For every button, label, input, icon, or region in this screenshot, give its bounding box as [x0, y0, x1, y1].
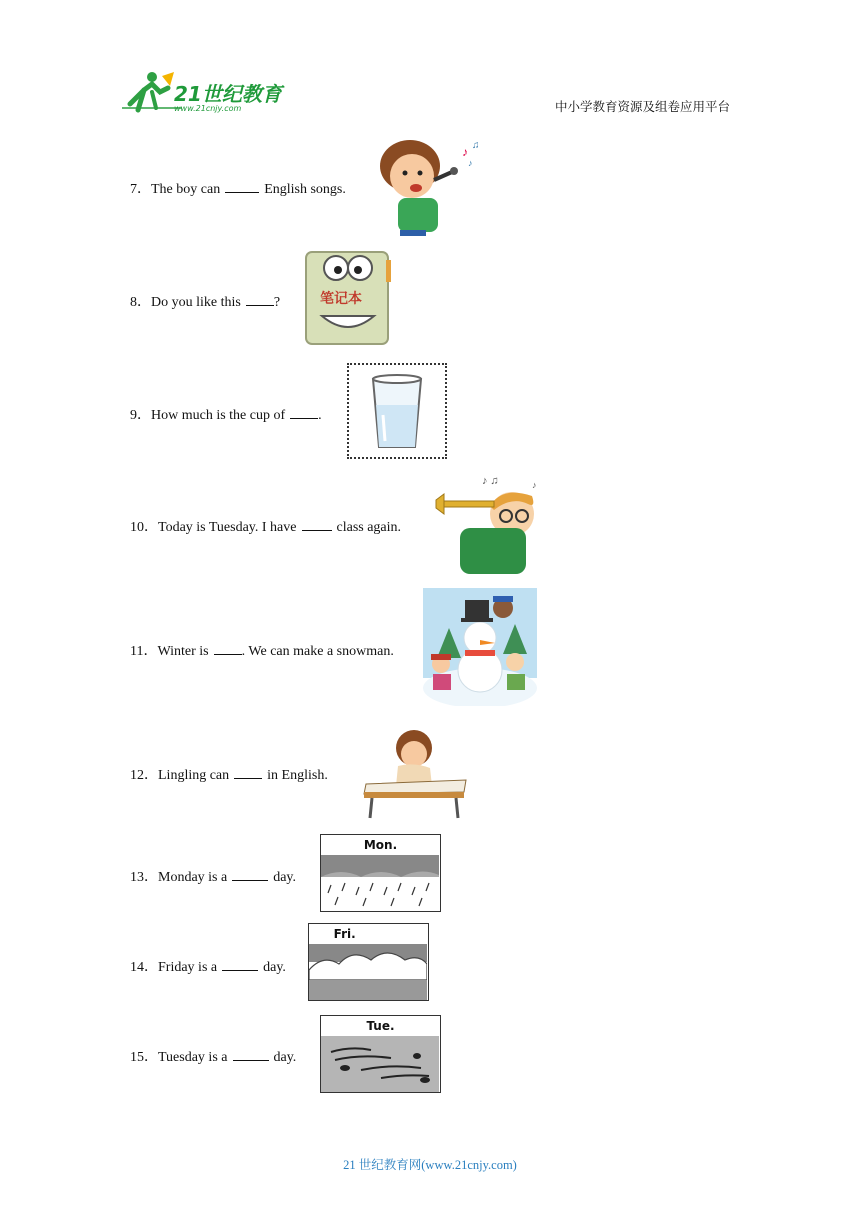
- svg-text:♪: ♪: [468, 158, 473, 168]
- question-text: English songs.: [264, 182, 346, 197]
- question-7: [130, 178, 346, 198]
- question-number: 7．: [130, 182, 151, 197]
- snowman-kids-image: [423, 588, 537, 706]
- glass-of-water-image: [347, 363, 447, 459]
- question-number: 10．: [130, 520, 158, 535]
- wind-weather-image: [320, 1015, 441, 1093]
- question-text: .: [318, 408, 322, 423]
- svg-text:♫: ♫: [472, 140, 480, 151]
- answer-blank[interactable]: [214, 643, 242, 655]
- question-text: Lingling can: [158, 768, 230, 783]
- answer-blank[interactable]: [233, 1049, 269, 1061]
- question-number: 15．: [130, 1050, 158, 1065]
- question-text: Monday is a: [158, 870, 228, 885]
- question-text: Winter is: [157, 644, 209, 659]
- answer-blank[interactable]: [234, 767, 262, 779]
- question-11: [130, 640, 394, 660]
- question-text: Tuesday is a: [158, 1050, 228, 1065]
- question-number: 12．: [130, 768, 158, 783]
- question-text: Friday is a: [158, 960, 218, 975]
- question-8: [130, 291, 280, 311]
- answer-blank[interactable]: [232, 869, 268, 881]
- question-15: [130, 1046, 296, 1066]
- question-number: 9．: [130, 408, 151, 423]
- question-text: Today is Tuesday. I have: [158, 520, 297, 535]
- cloud-weather-image: [308, 923, 429, 1001]
- weather-day-label: Mon.: [363, 838, 398, 852]
- question-text: How much is the cup of: [151, 408, 286, 423]
- question-text: in English.: [267, 768, 328, 783]
- question-text: day.: [273, 1050, 297, 1065]
- question-number: 8．: [130, 295, 151, 310]
- answer-blank[interactable]: [246, 294, 274, 306]
- weather-day-label: Fri.: [333, 927, 356, 941]
- question-text: . We can make a snowman.: [241, 644, 394, 659]
- header-tagline: 中小学教育资源及组卷应用平台: [554, 99, 730, 114]
- question-text: day.: [263, 960, 286, 975]
- notebook-image: [302, 246, 394, 346]
- answer-blank[interactable]: [222, 959, 258, 971]
- girl-writing-image: [358, 728, 472, 820]
- question-10: [130, 516, 401, 536]
- svg-text:♪ ♫: ♪ ♫: [482, 475, 499, 487]
- answer-blank[interactable]: [302, 519, 332, 531]
- answer-blank[interactable]: [290, 407, 318, 419]
- boy-singing-image: [378, 136, 488, 236]
- question-text: day.: [273, 870, 297, 885]
- svg-text:♪: ♪: [462, 145, 468, 159]
- svg-text:♪: ♪: [532, 480, 537, 490]
- question-text: ?: [273, 295, 281, 310]
- question-9: [130, 404, 322, 424]
- question-number: 13．: [130, 870, 158, 885]
- logo-url: www.21cnjy.com: [174, 104, 242, 113]
- question-number: 11．: [130, 644, 158, 659]
- question-13: [130, 866, 296, 886]
- weather-day-label: Tue.: [366, 1019, 395, 1033]
- answer-blank[interactable]: [225, 181, 259, 193]
- question-text: The boy can: [151, 182, 221, 197]
- rain-weather-image: [320, 834, 441, 912]
- question-12: [130, 764, 328, 784]
- question-number: 14．: [130, 960, 158, 975]
- page-footer: 21 世纪教育网(www.21cnjy.com): [343, 1158, 517, 1172]
- question-text: Do you like this: [151, 295, 241, 310]
- question-text: class again.: [336, 520, 402, 535]
- boy-trumpet-image: [432, 470, 550, 576]
- notebook-label: 笔记本: [320, 291, 362, 307]
- logo-text: 21世纪教育: [174, 82, 282, 106]
- site-logo: [122, 68, 292, 116]
- question-14: [130, 956, 286, 976]
